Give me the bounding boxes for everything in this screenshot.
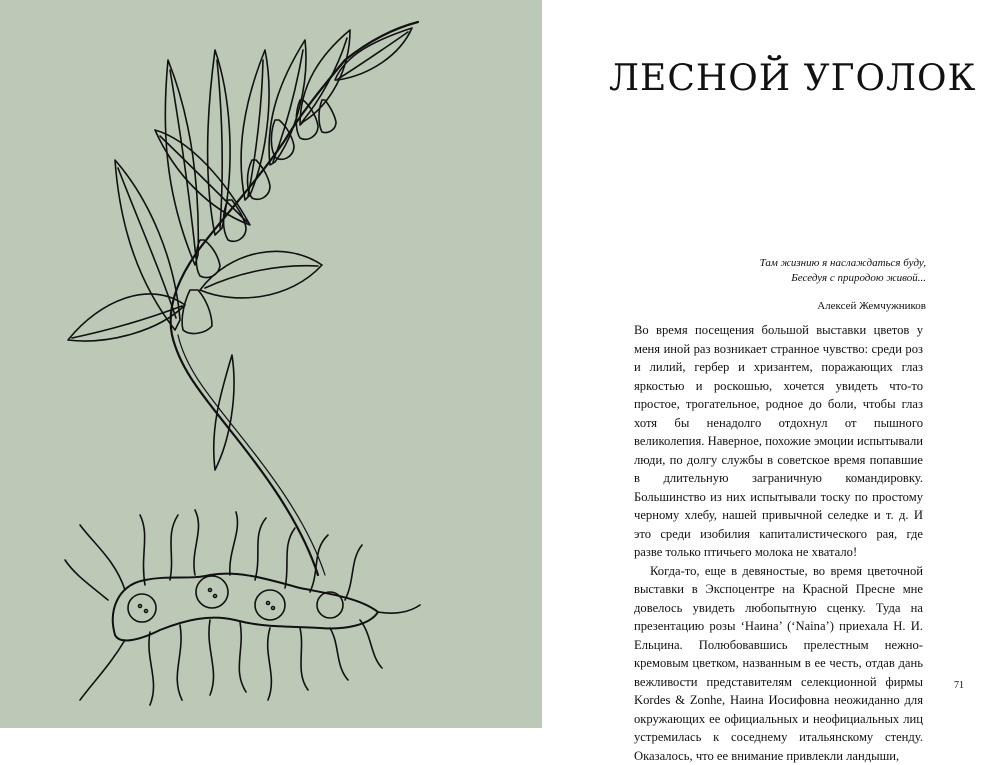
- epigraph-line: Беседуя с природою живой...: [700, 271, 926, 286]
- page-number: 71: [954, 680, 964, 691]
- epigraph: [700, 256, 926, 314]
- paragraph: Когда-то, еще в девяностые, во время цветочной выставки в Экспоцентре на Красной Пресне мне довелось увидеть любопытную сценку. Туда на презентацию розы ‘Наина’ (‘Naina’) приехала Н. И. Ельцина. Полюбовавшись прелестным нежно-кремовым цветком, названным в ее честь, отдав дань вежливости представителям селекционной фирмы Kordes & Zonhe, Наина Иосифовна неожиданно для окружающих ее официальных и неофициальных лиц устремилась к соседнему итальянскому стенду. Оказалось, что ее внимание привлекли ландыши,: [634, 562, 923, 765]
- chapter-title: ЛЕСНОЙ УГОЛОК: [609, 58, 976, 99]
- paragraph: Во время посещения большой выставки цветов у меня иной раз возникает странное чувство: среди роз и лилий, гербер и хризантем, поражающих глаз яркостью и роскошью, хочется увидеть что-то простое, трогательное, родное до боли, чтобы глаз хотя бы ненадолго отдохнул от пышного великолепия. Наверное, похожие эмоции испытывали люди, по долгу службы в советское время попавшие в длительную заграничную командировку. Большинство из них испытывали тоску по простому черному хлебу, нашей привычной селедке и т. д. И это среди изобилия капиталистического рая, где разве только птичьего молока не хватало!: [634, 321, 923, 562]
- epigraph-line: Там жизнию я наслаждаться буду,: [700, 256, 926, 271]
- epigraph-author: Алексей Жемчужников: [700, 299, 926, 314]
- body-text: [634, 321, 923, 765]
